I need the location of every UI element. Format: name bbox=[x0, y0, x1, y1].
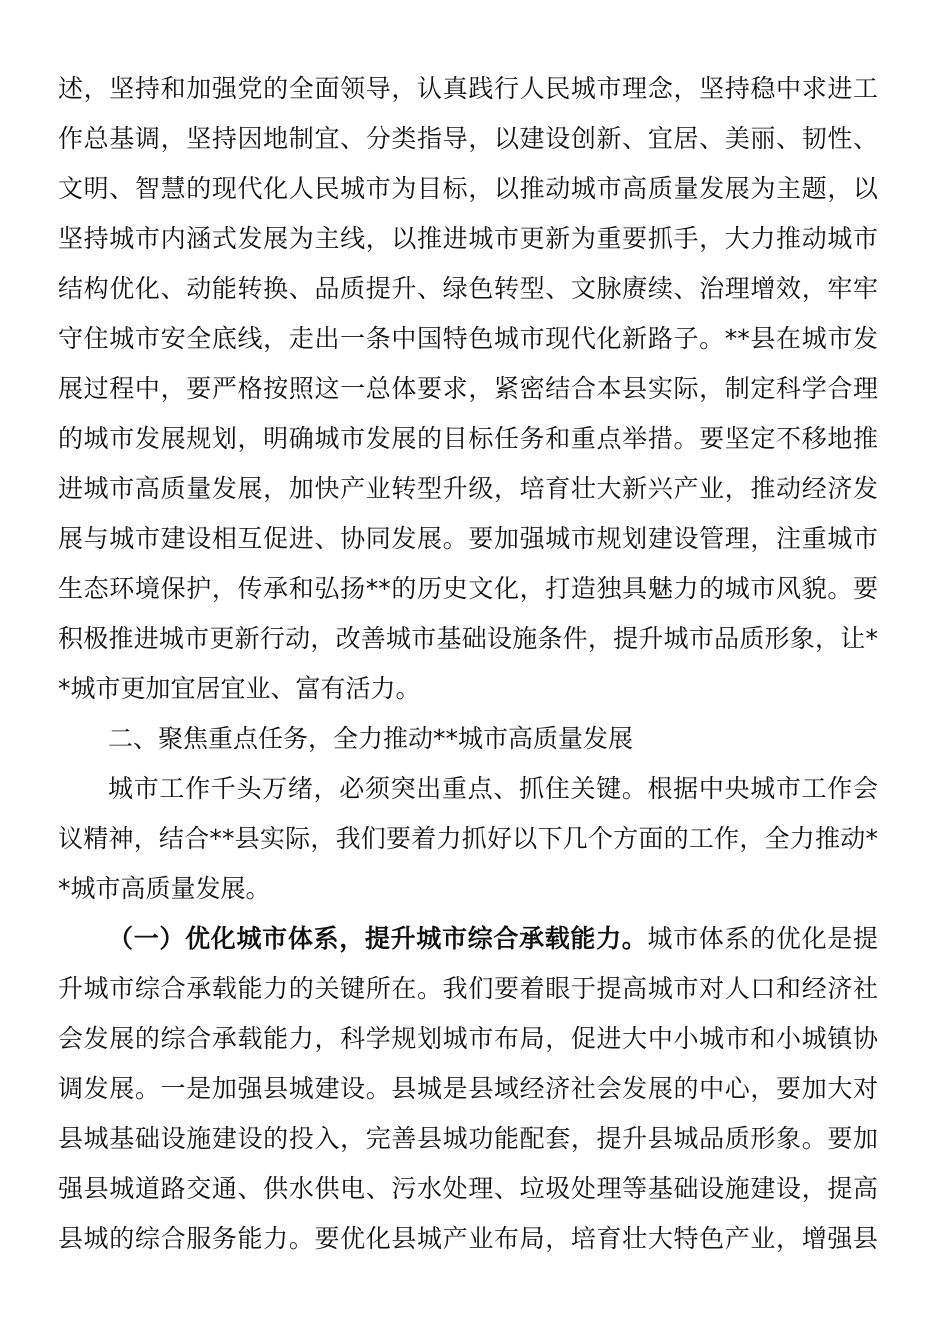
paragraph-line-20: 县城基础设施建设的投入，完善县城功能配套，提升县城品质形象。要加 bbox=[58, 1124, 878, 1153]
paragraph-line-18: 会发展的综合承载能力，科学规划城市布局，促进大中小城市和小城镇协 bbox=[58, 1024, 878, 1053]
paragraph-line-22: 县城的综合服务能力。要优化县城产业布局，培育壮大特色产业，增强县 bbox=[58, 1224, 878, 1253]
paragraph-line-7: 展过程中，要严格按照这一总体要求，紧密结合本县实际，制定科学合理 bbox=[58, 374, 878, 403]
paragraph-line-13: *城市更加宜居宜业、富有活力。 bbox=[58, 674, 421, 703]
paragraph-line-16: *城市高质量发展。 bbox=[58, 874, 271, 903]
paragraph-line-4: 坚持城市内涵式发展为主线，以推进城市更新为重要抓手，大力推动城市 bbox=[58, 224, 878, 253]
subsection-heading: （一）优化城市体系，提升城市综合承载能力。 bbox=[108, 924, 648, 953]
subsection-first-line bbox=[58, 914, 878, 964]
paragraph-line-3: 文明、智慧的现代化人民城市为目标，以推动城市高质量发展为主题，以 bbox=[58, 174, 878, 203]
paragraph-line-9: 进城市高质量发展，加快产业转型升级，培育壮大新兴产业，推动经济发 bbox=[58, 474, 878, 503]
paragraph-line-14: 城市工作千头万绪，必须突出重点、抓住关键。根据中央城市工作会 bbox=[108, 774, 878, 803]
paragraph-line-19: 调发展。一是加强县城建设。县城是县域经济社会发展的中心，要加大对 bbox=[58, 1074, 878, 1103]
paragraph-line-12: 积极推进城市更新行动，改善城市基础设施条件，提升城市品质形象，让* bbox=[58, 624, 878, 653]
paragraph-line-11: 生态环境保护，传承和弘扬**的历史文化，打造独具魅力的城市风貌。要 bbox=[58, 574, 878, 603]
paragraph-line-15: 议精神，结合**县实际，我们要着力抓好以下几个方面的工作，全力推动* bbox=[58, 824, 878, 853]
paragraph-line-17: 升城市综合承载能力的关键所在。我们要着眼于提高城市对人口和经济社 bbox=[58, 974, 878, 1003]
paragraph-line-21: 强县城道路交通、供水供电、污水处理、垃圾处理等基础设施建设，提高 bbox=[58, 1174, 878, 1203]
subsection-intro: 城市体系的优化是提 bbox=[647, 924, 878, 953]
paragraph-line-2: 作总基调，坚持因地制宜、分类指导，以建设创新、宜居、美丽、韧性、 bbox=[58, 124, 878, 153]
section-heading: 二、聚焦重点任务，全力推动**城市高质量发展 bbox=[108, 724, 634, 753]
document-page bbox=[58, 64, 878, 1264]
paragraph-line-6: 守住城市安全底线，走出一条中国特色城市现代化新路子。**县在城市发 bbox=[58, 324, 878, 353]
paragraph-line-8: 的城市发展规划，明确城市发展的目标任务和重点举措。要坚定不移地推 bbox=[58, 424, 878, 453]
paragraph-line-10: 展与城市建设相互促进、协同发展。要加强城市规划建设管理，注重城市 bbox=[58, 524, 878, 553]
paragraph-line-5: 结构优化、动能转换、品质提升、绿色转型、文脉赓续、治理增效，牢牢 bbox=[58, 274, 878, 303]
paragraph-line-1: 述，坚持和加强党的全面领导，认真践行人民城市理念，坚持稳中求进工 bbox=[58, 74, 878, 103]
